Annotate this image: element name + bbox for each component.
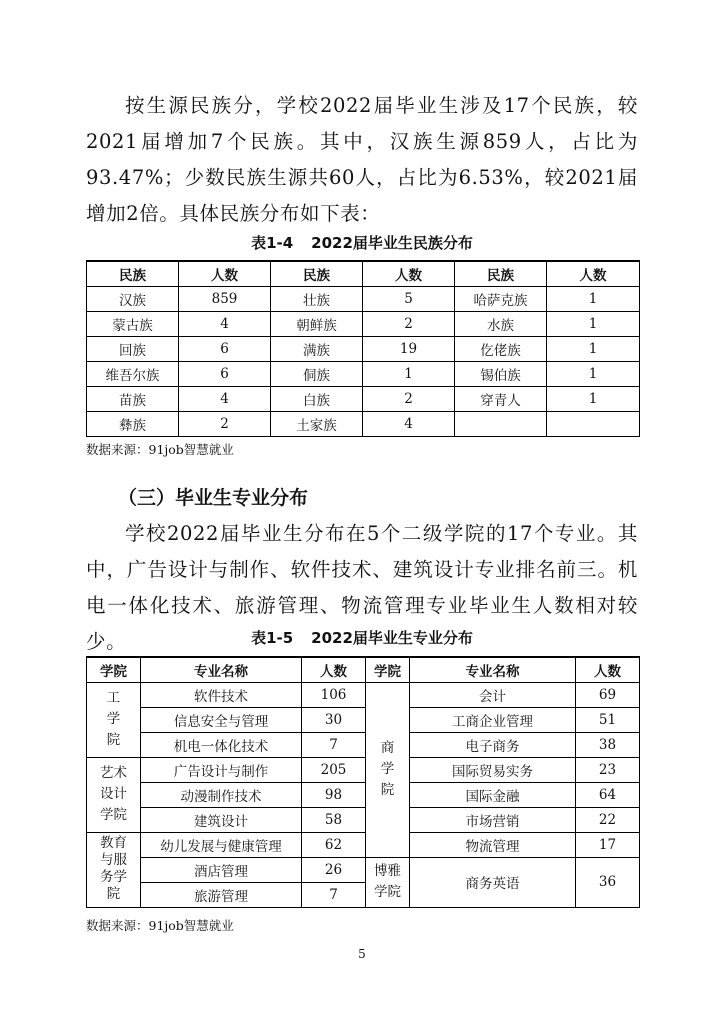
major-cell: 幼儿发展与健康管理 [141,832,302,857]
page-number: 5 [358,947,366,961]
college-cell [87,682,141,757]
table-cell: 859 [179,286,271,311]
table-cell: 1 [547,361,640,386]
count-cell: 106 [302,682,366,707]
table-cell: 1 [547,386,640,411]
college-name: 艺术设计学院 [100,765,127,823]
count-cell: 69 [576,682,640,707]
ethnic-distribution-table [86,260,640,437]
major-cell: 广告设计与制作 [141,757,302,782]
table-row [87,707,640,732]
table-cell: 4 [179,386,271,411]
college-cell [366,682,410,857]
major-cell: 电子商务 [410,732,576,757]
major-cell: 机电一体化技术 [141,732,302,757]
college-name: 博雅学院 [374,863,401,900]
college-cell [366,857,410,907]
major-cell: 建筑设计 [141,807,302,832]
table-row [87,732,640,757]
column-header: 学院 [87,657,141,682]
major-paragraph: 学校2022届毕业生分布在5个二级学院的17个专业。其中，广告设计与制作、软件技术、建筑设计专业排名前三。机电一体化技术、旅游管理、物流管理专业毕业生人数相对较少。 [86,522,638,653]
table-cell: 4 [179,311,271,336]
table-cell: 4 [363,411,455,436]
table-cell: 壮族 [271,286,363,311]
table-cell: 穿青人 [455,386,547,411]
table-row [87,807,640,832]
table-cell: 水族 [455,311,547,336]
table-1-5-caption [86,627,638,648]
count-cell: 30 [302,707,366,732]
table-row [87,682,640,707]
table-cell: 19 [363,336,455,361]
major-cell: 动漫制作技术 [141,782,302,807]
intro-paragraph: 按生源民族分，学校2022届毕业生涉及17个民族，较2021届增加7个民族。其中，汉族生源859人，占比为93.47%；少数民族生源共60人，占比为6.53%，较2021届增加2倍。具体民族分布如下表： [86,94,638,225]
table-1-5-source: 数据来源：91job智慧就业 [86,918,234,933]
table-cell: 侗族 [271,361,363,386]
count-cell: 51 [576,707,640,732]
count-cell: 62 [302,832,366,857]
column-header: 民族 [271,261,363,286]
table-row [87,336,640,361]
column-header: 专业名称 [141,657,302,682]
major-cell: 国际贸易实务 [410,757,576,782]
column-header: 学院 [366,657,410,682]
table-cell: 蒙古族 [87,311,179,336]
column-header: 人数 [302,657,366,682]
table-1-4-title: 2022届毕业生民族分布 [311,234,473,252]
table-1-5-label: 表1-5 [251,629,294,647]
table-row [87,386,640,411]
column-header: 民族 [87,261,179,286]
major-cell: 旅游管理 [141,882,302,907]
table-cell: 2 [363,386,455,411]
count-cell: 23 [576,757,640,782]
table-cell: 彝族 [87,411,179,436]
college-name: 工学院 [106,690,121,748]
college-name: 教育与服务学院 [100,834,127,902]
count-cell: 26 [302,857,366,882]
major-cell: 会计 [410,682,576,707]
table-cell: 哈萨克族 [455,286,547,311]
column-header: 民族 [455,261,547,286]
table-header-row [87,657,640,682]
column-header: 人数 [363,261,455,286]
table-row [87,311,640,336]
column-header: 专业名称 [410,657,576,682]
table-cell: 6 [179,361,271,386]
table-cell: 朝鲜族 [271,311,363,336]
major-cell: 市场营销 [410,807,576,832]
table-row [87,286,640,311]
table-cell [547,411,640,436]
count-cell: 17 [576,832,640,857]
table-cell: 1 [547,311,640,336]
table-row [87,782,640,807]
table-row [87,411,640,436]
count-cell: 58 [302,807,366,832]
count-cell: 36 [576,857,640,907]
major-cell: 物流管理 [410,832,576,857]
column-header: 人数 [576,657,640,682]
major-distribution-table [86,656,640,908]
table-cell [455,411,547,436]
table-cell: 2 [363,311,455,336]
count-cell: 22 [576,807,640,832]
major-cell: 国际金融 [410,782,576,807]
table-row [87,757,640,782]
table-row [87,361,640,386]
table-1-5-title: 2022届毕业生专业分布 [311,629,473,647]
college-cell [87,757,141,832]
table-cell: 土家族 [271,411,363,436]
table-cell: 5 [363,286,455,311]
table-cell: 汉族 [87,286,179,311]
table-cell: 1 [547,336,640,361]
table-cell: 仡佬族 [455,336,547,361]
section-heading: （三）毕业生专业分布 [118,487,309,509]
table-row [87,832,640,857]
column-header: 人数 [179,261,271,286]
college-name: 商学院 [380,740,395,798]
table-row [87,857,640,882]
count-cell: 64 [576,782,640,807]
table-header-row [87,261,640,286]
count-cell: 7 [302,732,366,757]
table-cell: 2 [179,411,271,436]
major-cell: 信息安全与管理 [141,707,302,732]
column-header: 人数 [547,261,640,286]
college-cell [87,832,141,907]
major-cell: 软件技术 [141,682,302,707]
table-cell: 维吾尔族 [87,361,179,386]
table-cell: 回族 [87,336,179,361]
table-cell: 苗族 [87,386,179,411]
count-cell: 7 [302,882,366,907]
major-cell: 工商企业管理 [410,707,576,732]
table-1-4-caption [86,232,638,253]
count-cell: 38 [576,732,640,757]
count-cell: 98 [302,782,366,807]
major-cell: 酒店管理 [141,857,302,882]
table-cell: 白族 [271,386,363,411]
table-1-4-label: 表1-4 [251,234,294,252]
table-cell: 满族 [271,336,363,361]
count-cell: 205 [302,757,366,782]
table-cell: 1 [547,286,640,311]
table-cell: 1 [363,361,455,386]
table-cell: 6 [179,336,271,361]
major-cell: 商务英语 [410,857,576,907]
table-1-4-source: 数据来源：91job智慧就业 [86,442,234,457]
table-cell: 锡伯族 [455,361,547,386]
